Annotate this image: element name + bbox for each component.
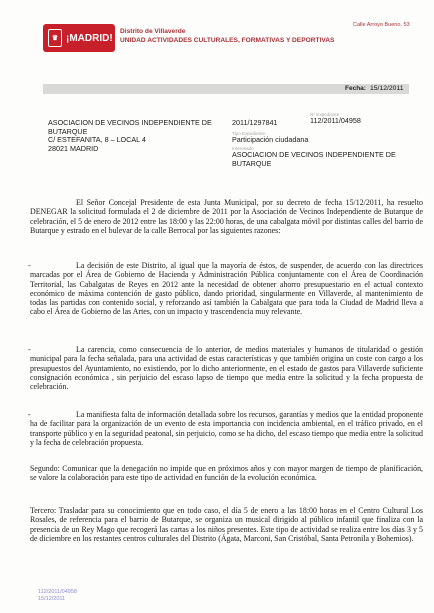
reference-number: 2011/1297841 bbox=[232, 118, 278, 127]
bullet: - bbox=[28, 345, 31, 354]
tercero-paragraph: Tercero: Trasladar para su conocimiento que en todo caso, el día 5 de enero a las 18:00 horas en el Centro Cultural Los Rosales, de referencia para el barrio de Butarque, se organiza un musical dirigido al público infantil que finaliza con la presencia de un Rey Mago que recogerá las cartas a los niños presentes. Este tipo de actividad se realiza entre los días 3 y 5 de diciembre en los restantes centros culturales del Distrito (Ágata, Marconi, San Cristóbal, Santa Petronila y Bohemios). bbox=[30, 506, 423, 543]
recipient-address bbox=[48, 119, 218, 153]
segundo-paragraph: Segundo: Comunicar que la denegación no impide que en próximos años y con mayor margen de tiempo de planificación, se valore la colaboración para este tipo de actividad en función de la evolución económica. bbox=[30, 464, 423, 483]
recipient-line: C/ ESTEFANITA, 8 – LOCAL 4 bbox=[48, 135, 146, 145]
date-value: 15/12/2011 bbox=[370, 85, 404, 92]
footer-reference: 112/2011/04958 15/12/2011 bbox=[38, 589, 77, 602]
reason-paragraph-1: La decisión de este Distrito, al igual que la mayoría de éstos, de suspender, de acuerdo con las directrices marcadas por el Área de Gobierno de Hacienda y Administración Pública conjuntamente con el Área de Coordinación Territorial, las Cabalgatas de Reyes en 2012 ante la necesidad de obtener ahorro presupuestario en el actual contexto económico de máxima contención de gasto público, dando prioridad, singularmente en Villaverde, al mantenimiento de todas las partidas con contenido social, y reforzando así también la Cabalgata que para toda la Ciudad de Madrid lleva a cabo el Área de Gobierno de las Artes, con un impacto y trascendencia muy relevante. bbox=[30, 261, 423, 317]
recipient-line: BUTARQUE bbox=[48, 126, 88, 136]
reason-paragraph-2: La carencia, como consecuencia de lo anterior, de medios materiales y humanos de titularidad o gestión municipal para la fecha señalada, para una actividad de estas características y que también origina un coste con cargo a los presupuestos del Ayuntamiento, no existiendo, por lo dicho anteriormente, en el estado de gastos para Villaverde suficiente consignación económica , sin perjuicio del escaso lapso de tiempo que media entre la solicitud y la fecha propuesta de celebración. bbox=[30, 345, 423, 392]
header-address: Calle Arroyo Bueno, 53 bbox=[353, 22, 410, 28]
intro-paragraph: El Señor Concejal Presidente de esta Junta Municipal, por su decreto de fecha 15/12/2011, ha resuelto DENEGAR la solicitud formulada el 2 de diciembre de 2011 por la Asociación de Vecinos Independiente de Butarque de celebración, el 5 de enero de 2012 entre las 18:00 y las 22:00 horas, de una cabalgata móvil por distintas calles del barrio de Butarque y estrado en el bulevar de la calle Berrocal por las siguientes razones: bbox=[30, 198, 423, 235]
recipient-line: 28021 MADRID bbox=[48, 143, 99, 153]
coat-of-arms-icon: ♛ bbox=[48, 29, 62, 47]
bullet: - bbox=[28, 261, 31, 270]
tipo-label: Tipo Expediente bbox=[232, 131, 266, 136]
logo-text: ¡MADRID! bbox=[66, 32, 113, 44]
recipient-line: ASOCIACION DE VECINOS INDEPENDIENTE DE bbox=[48, 118, 212, 127]
madrid-logo bbox=[43, 24, 115, 52]
date-label: Fecha: bbox=[345, 85, 366, 92]
district-name: Distrito de Villaverde bbox=[120, 28, 186, 35]
header-title bbox=[120, 27, 334, 45]
unit-name: UNIDAD ACTIVIDADES CULTURALES, FORMATIVAS Y DEPORTIVAS bbox=[120, 37, 335, 44]
interesado-label: Interesado bbox=[232, 146, 254, 151]
interesado: Interesado ASOCIACION DE VECINOS INDEPENDIENTE DE BUTARQUE bbox=[232, 146, 417, 168]
tipo-expediente: Tipo Expediente Participación ciudadana bbox=[232, 131, 309, 144]
reason-paragraph-3: La manifiesta falta de información detallada sobre los recursos, garantías y medios que la entidad proponente ha de facilitar para la organización de un evento de esta importancia con incidencia ambiental, en el tráfico privado, en el transporte público y en la seguridad peatonal, sin perjuicio, como se ha dicho, del escaso tiempo que media entre la solicitud y la fecha de celebración propuesta. bbox=[30, 410, 423, 447]
expediente-label: Nº Expediente bbox=[310, 112, 340, 117]
bullet: - bbox=[28, 410, 31, 419]
expediente-number: Nº Expediente 112/2011/04958 bbox=[310, 112, 361, 125]
